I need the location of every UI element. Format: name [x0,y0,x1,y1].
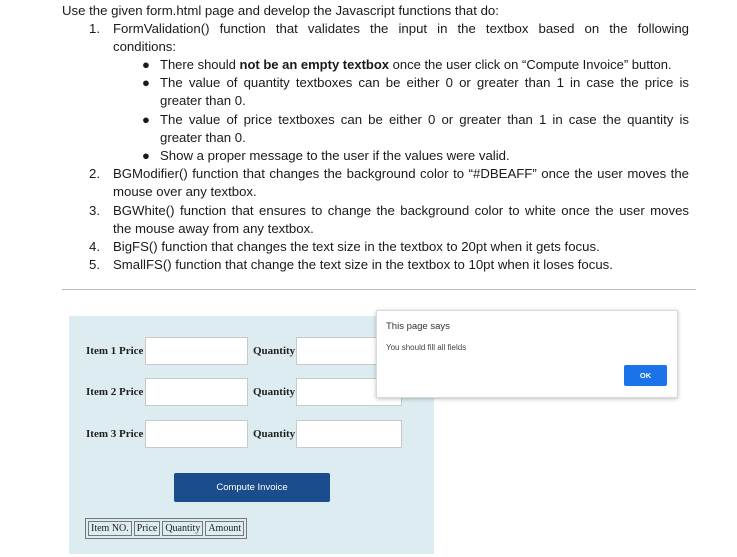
section-divider [62,289,696,290]
bullet-icon: ● [142,112,150,127]
item-number: 2. [89,166,100,181]
intro-text: Use the given form.html page and develop the Javascript functions that do: [62,3,499,18]
subitem-1: There should not be an empty textbox once the user click on “Compute Invoice” button. [160,57,672,72]
table-header-row [88,521,244,536]
ok-button[interactable]: OK [624,365,667,386]
item-4-line-1: BigFS() function that changes the text size in the textbox to 20pt when it gets focus. [113,239,600,254]
compute-invoice-button[interactable]: Compute Invoice [174,473,330,502]
item-1-line-2: conditions: [113,39,177,54]
item-1-price-input[interactable] [145,337,248,365]
subitem-3-line-1: The value of price textboxes can be either 0 or greater than 1 in case the quantity is [160,112,689,127]
bullet-icon: ● [142,75,150,90]
item-3-quantity-input[interactable] [296,420,402,448]
item-2-line-1: BGModifier() function that changes the background color to “#DBEAFF” once the user moves the [113,166,689,181]
table-header-amount: Amount [205,521,244,536]
dialog-message: You should fill all fields [386,343,467,352]
item-number: 3. [89,203,100,218]
item-1-price-label: Item 1 Price [86,345,144,357]
item-3-line-2: the mouse away from any textbox. [113,221,314,236]
alert-dialog [376,310,678,398]
subitem-2-line-2: greater than 0. [160,93,246,108]
subitem-2-line-1: The value of quantity textboxes can be either 0 or greater than 1 in case the price is [160,75,689,90]
invoice-table [85,518,247,539]
bullet-icon: ● [142,57,150,72]
item-5-line-1: SmallFS() function that change the text size in the textbox to 10pt when it loses focus. [113,257,613,272]
item-1-line-1: FormValidation() function that validates the input in the textbox based on the following [113,21,689,36]
item-2-price-input[interactable] [145,378,248,406]
item-number: 5. [89,257,100,272]
table-header-quantity: Quantity [162,521,203,536]
item-3-quantity-label: Quantity [253,428,296,440]
item-2-price-label: Item 2 Price [86,386,144,398]
table-header-item-no: Item NO. [88,521,132,536]
item-3-price-input[interactable] [145,420,248,448]
item-3-price-label: Item 3 Price [86,428,144,440]
bullet-icon: ● [142,148,150,163]
item-2-line-2: mouse over any textbox. [113,184,257,199]
item-3-line-1: BGWhite() function that ensures to change the background color to white once the user moves [113,203,689,218]
item-2-quantity-label: Quantity [253,386,296,398]
subitem-4: Show a proper message to the user if the values were valid. [160,148,510,163]
item-1-quantity-label: Quantity [253,345,296,357]
item-number: 1. [89,21,100,36]
item-number: 4. [89,239,100,254]
dialog-title: This page says [386,321,450,332]
table-header-price: Price [134,521,161,536]
subitem-3-line-2: greater than 0. [160,130,246,145]
